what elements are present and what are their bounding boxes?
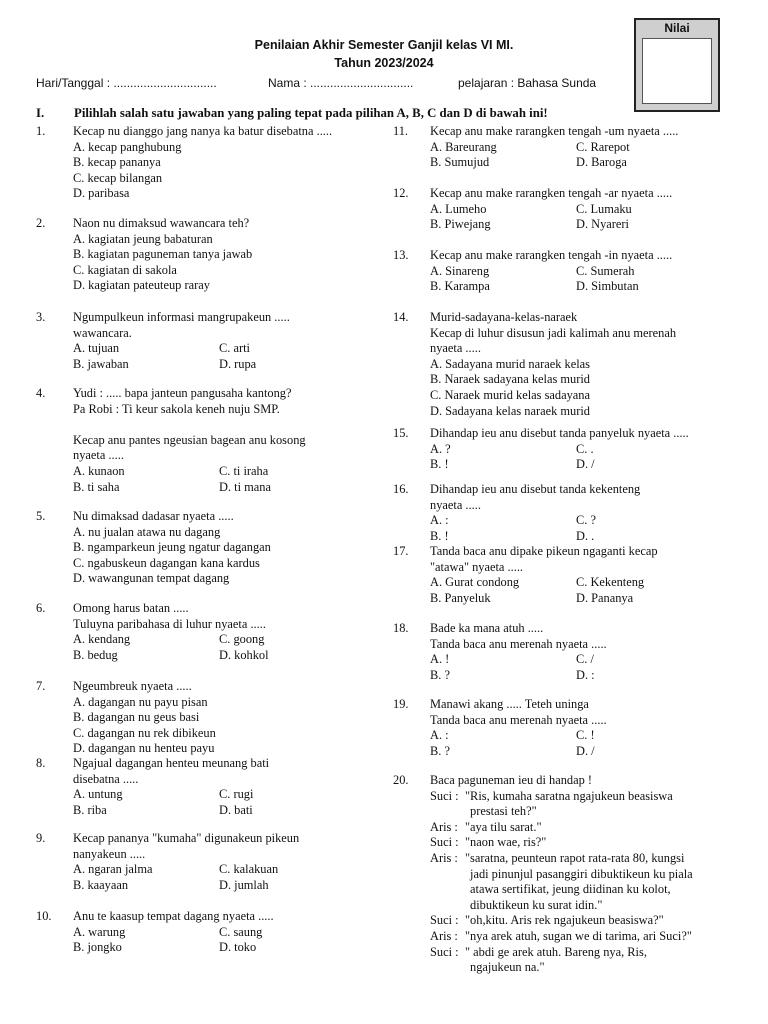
- dialogue-text: "saratna, peunteun rapot rata-rata 80, kungsi: [465, 850, 685, 865]
- answer-row: [430, 575, 658, 591]
- answer-option[interactable]: C. kagiatan di sakola: [73, 262, 177, 277]
- question-body: [73, 831, 299, 893]
- question-text: Dihandap ieu anu disebut tanda kekenteng: [430, 482, 641, 496]
- question-body: [430, 426, 689, 473]
- question-text: disebatna .....: [73, 771, 139, 786]
- answer-row: [73, 787, 269, 803]
- dialogue-text: "oh,kitu. Aris rek ngajukeun beasiswa?": [465, 913, 664, 928]
- answer-row: [73, 647, 269, 664]
- question-text: Ngeumbreuk nyaeta .....: [73, 679, 192, 693]
- answer-row: [430, 668, 607, 684]
- answer-row: [430, 744, 607, 760]
- answer-option[interactable]: C. ?: [576, 513, 596, 528]
- answer-option[interactable]: A. ?: [430, 441, 451, 456]
- answer-option[interactable]: B. ?: [430, 667, 450, 682]
- answer-option[interactable]: C. Rarepot: [576, 139, 630, 154]
- answer-row: [430, 388, 676, 404]
- answer-option[interactable]: A. warung: [73, 924, 126, 939]
- answer-option[interactable]: B. dagangan nu geus basi: [73, 710, 200, 725]
- question-text: Murid-sadayana-kelas-naraek: [430, 310, 578, 324]
- question-body: [73, 909, 274, 956]
- question-text: Tuluyna paribahasa di luhur nyaeta .....: [73, 616, 266, 631]
- question-number: 8.: [36, 756, 46, 770]
- question-number: 18.: [393, 621, 409, 635]
- answer-option[interactable]: B. !: [430, 457, 449, 472]
- answer-row: [73, 140, 332, 156]
- answer-option[interactable]: D. Simbutan: [576, 279, 639, 294]
- answer-option[interactable]: C. Naraek murid kelas sadayana: [430, 387, 590, 402]
- dialogue-text: "naon wae, ris?": [465, 835, 547, 850]
- question-number: 20.: [393, 773, 409, 787]
- question-text: Kecap di luhur disusun jadi kalimah anu merenah: [430, 325, 677, 340]
- answer-option[interactable]: D. :: [576, 667, 595, 682]
- dialogue-line: [430, 788, 673, 805]
- question-text: Kecap anu pantes ngeusian bagean anu kosong: [73, 432, 306, 447]
- answer-options: [430, 442, 689, 473]
- question-number: 15.: [393, 426, 409, 440]
- question-text: Kecap pananya "kumaha" digunakeun pikeun: [73, 831, 300, 845]
- answer-option[interactable]: C. Sumerah: [576, 263, 635, 278]
- answer-option[interactable]: A. kecap panghubung: [73, 139, 182, 154]
- answer-option[interactable]: B. Piwejang: [430, 217, 491, 232]
- question-body: [430, 482, 640, 544]
- answer-option[interactable]: B. ngamparkeun jeung ngatur dagangan: [73, 540, 271, 555]
- answer-row: [73, 155, 332, 171]
- answer-option[interactable]: C. Kekenteng: [576, 575, 645, 590]
- dialogue-line: [430, 928, 692, 945]
- answer-option[interactable]: B. !: [430, 528, 449, 543]
- question-text: Baca paguneman ieu di handap !: [430, 773, 593, 787]
- answer-row: [430, 404, 676, 420]
- question-text: Kecap anu make rarangken tengah -ar nyaeta .....: [430, 186, 673, 200]
- question-body: [430, 186, 672, 233]
- answer-row: [73, 525, 271, 541]
- question-text: Kecap anu make rarangken tengah -um nyaeta .....: [430, 124, 679, 138]
- answer-row: [73, 186, 332, 202]
- dialogue-line: [430, 804, 592, 820]
- answer-option[interactable]: A. !: [430, 652, 450, 667]
- answer-row: [73, 726, 216, 742]
- question-text: [73, 417, 306, 433]
- answer-option[interactable]: A. Sadayana murid naraek kelas: [430, 356, 590, 371]
- answer-row: [430, 217, 672, 233]
- answer-row: [73, 357, 290, 373]
- answer-option[interactable]: B. kecap pananya: [73, 155, 161, 170]
- question-text: Kecap nu dianggo jang nanya ka batur disebatna .....: [73, 124, 333, 138]
- question-number: 4.: [36, 386, 46, 400]
- answer-options: [73, 925, 274, 956]
- dialogue-text: "nya arek atuh, sugan we di tarima, ari Suci?": [465, 928, 692, 943]
- answer-row: [73, 925, 274, 941]
- answer-options: [73, 464, 306, 495]
- question-number: 13.: [393, 248, 409, 262]
- answer-options: [430, 728, 607, 759]
- dialogue-text: " abdi ge arek atuh. Bareng nya, Ris,: [465, 944, 647, 959]
- answer-options: [430, 575, 658, 606]
- answer-option[interactable]: B. jawaban: [73, 356, 129, 371]
- answer-option[interactable]: C. dagangan nu rek dibikeun: [73, 725, 216, 740]
- answer-option[interactable]: B. ti saha: [73, 479, 120, 494]
- answer-row: [430, 728, 607, 744]
- question-text: Yudi : ..... bapa janteun pangusaha kantong?: [73, 386, 292, 400]
- answer-option[interactable]: D. /: [576, 743, 595, 758]
- answer-options: [430, 140, 678, 171]
- dialogue-text: "aya tilu sarat.": [465, 819, 542, 834]
- dialogue-text: ngajukeun na.": [470, 960, 545, 975]
- question-text: Tanda baca anu dipake pikeun ngaganti kecap: [430, 544, 658, 558]
- question-text: Pa Robi : Ti keur sakola keneh nuju SMP.: [73, 401, 280, 416]
- answer-option[interactable]: B. kagiatan paguneman tanya jawab: [73, 247, 253, 262]
- question-text: Dihandap ieu anu disebut tanda panyeluk nyaeta .....: [430, 426, 689, 440]
- dialogue-line: [430, 882, 671, 898]
- question-body: [73, 216, 252, 294]
- question-body: [73, 124, 332, 202]
- answer-row: [73, 232, 252, 248]
- answer-option[interactable]: D. dagangan nu henteu payu: [73, 741, 215, 756]
- question-number: 10.: [36, 909, 52, 923]
- dialogue-speaker: Suci :: [430, 913, 459, 928]
- answer-option[interactable]: A. Sinareng: [430, 263, 490, 278]
- answer-option[interactable]: D. paribasa: [73, 186, 130, 201]
- question-text: Naon nu dimaksud wawancara teh?: [73, 216, 250, 230]
- answer-row: [430, 372, 676, 388]
- dialogue-speaker: Suci :: [430, 944, 459, 959]
- answer-options: [73, 140, 332, 202]
- answer-option[interactable]: D. jumlah: [219, 877, 269, 892]
- answer-row: [430, 264, 672, 280]
- dialogue-speaker: Aris :: [430, 928, 458, 943]
- answer-options: [73, 862, 299, 893]
- answer-row: [73, 540, 271, 556]
- question-text: Ngumpulkeun informasi mangrupakeun .....: [73, 310, 290, 324]
- question-text: Manawi akang ..... Teteh uninga: [430, 697, 589, 711]
- question-body: [73, 601, 269, 663]
- answer-row: [430, 457, 689, 473]
- answer-row: [73, 632, 266, 648]
- answer-option[interactable]: B. ?: [430, 743, 450, 758]
- dialogue-speaker: Suci :: [430, 788, 459, 803]
- answer-option[interactable]: D. kagiatan pateuteup raray: [73, 278, 210, 293]
- answer-options: [73, 695, 216, 757]
- question-text: Bade ka mana atuh .....: [430, 621, 544, 635]
- answer-option[interactable]: C. kalakuan: [219, 862, 279, 877]
- answer-option[interactable]: C. .: [576, 441, 594, 456]
- answer-option[interactable]: B. Panyeluk: [430, 590, 491, 605]
- answer-option[interactable]: D. .: [576, 528, 595, 543]
- answer-option[interactable]: A. untung: [73, 787, 123, 802]
- answer-option[interactable]: B. Karampa: [430, 279, 490, 294]
- dialogue-line: [430, 944, 647, 961]
- question-text: Nu dimaksad dadasar nyaeta .....: [73, 509, 234, 523]
- dialogue-line: [430, 913, 664, 929]
- question-number: 3.: [36, 310, 46, 324]
- question-text: nyaeta .....: [430, 341, 481, 356]
- question-number: 14.: [393, 310, 409, 324]
- answer-option[interactable]: A. :: [430, 513, 449, 528]
- question-body: [430, 544, 658, 606]
- dialogue-text: dibuktikeun ku surat idin.": [470, 897, 603, 912]
- answer-option[interactable]: A. Bareurang: [430, 139, 497, 154]
- answer-option[interactable]: B. riba: [73, 802, 107, 817]
- dialogue-speaker: Aris :: [430, 850, 458, 865]
- dialogue-text: prestasi teh?": [470, 804, 537, 819]
- answer-option[interactable]: B. bedug: [73, 647, 118, 662]
- answer-option[interactable]: A. ngaran jalma: [73, 862, 153, 877]
- question-number: 11.: [393, 124, 409, 138]
- dialogue-speaker: Aris :: [430, 819, 458, 834]
- question-text: Tanda baca anu merenah nyaeta .....: [430, 712, 607, 727]
- answer-row: [430, 442, 689, 458]
- name-field[interactable]: Nama : ...............................: [268, 76, 414, 90]
- answer-row: [73, 278, 252, 294]
- question-body: [73, 756, 269, 818]
- subject-field: pelajaran : Bahasa Sunda: [458, 76, 597, 90]
- answer-option[interactable]: D. Sadayana kelas naraek murid: [430, 403, 590, 418]
- answer-row: [430, 202, 672, 218]
- answer-row: [73, 247, 252, 263]
- dialogue-line: [430, 835, 592, 851]
- question-number: 19.: [393, 697, 409, 711]
- answer-options: [430, 652, 607, 683]
- answer-option[interactable]: C. arti: [219, 341, 250, 356]
- answer-option[interactable]: D. Baroga: [576, 155, 627, 170]
- question-number: 17.: [393, 544, 409, 558]
- answer-option[interactable]: D. toko: [219, 940, 257, 955]
- answer-row: [430, 140, 678, 156]
- answer-row: [430, 529, 640, 545]
- answer-option[interactable]: D. Pananya: [576, 590, 634, 605]
- answer-options: [430, 264, 672, 295]
- answer-option[interactable]: C. goong: [219, 632, 265, 647]
- answer-row: [73, 878, 299, 894]
- question-body: [73, 509, 271, 587]
- answer-option[interactable]: A. :: [430, 728, 449, 743]
- dialogue-speaker: Suci :: [430, 835, 459, 850]
- answer-option[interactable]: C. /: [576, 652, 594, 667]
- question-text: nyaeta .....: [430, 497, 481, 512]
- answer-option[interactable]: D. bati: [219, 802, 253, 817]
- question-body: [73, 679, 216, 757]
- question-number: 9.: [36, 831, 46, 845]
- answer-option[interactable]: C. !: [576, 728, 595, 743]
- score-field[interactable]: [642, 38, 712, 104]
- question-body: [430, 621, 607, 683]
- question-text: nyaeta .....: [73, 448, 124, 463]
- question-text: wawancara.: [73, 325, 132, 340]
- answer-options: [430, 202, 672, 233]
- score-label: Nilai: [664, 21, 690, 35]
- dialogue-line: [430, 850, 685, 867]
- question-number: 2.: [36, 216, 46, 230]
- question-text: Anu te kaasup tempat dagang nyaeta .....: [73, 909, 274, 923]
- question-text: nanyakeun .....: [73, 846, 146, 861]
- answer-row: [73, 263, 252, 279]
- question-text: Tanda baca anu merenah nyaeta .....: [430, 636, 607, 651]
- section-number: I.: [36, 106, 45, 120]
- answer-option[interactable]: A. Lumeho: [430, 201, 487, 216]
- answer-row: [73, 556, 271, 572]
- answer-row: [430, 279, 672, 295]
- question-text: Omong harus batan .....: [73, 601, 189, 615]
- question-body: [430, 697, 607, 759]
- answer-row: [73, 571, 271, 587]
- answer-row: [73, 341, 290, 357]
- answer-row: [73, 862, 299, 878]
- answer-option[interactable]: D. Nyareri: [576, 217, 629, 232]
- section-text: Pilihlah salah satu jawaban yang paling tepat pada pilihan A, B, C dan D di bawah ini!: [74, 106, 548, 120]
- answer-options: [73, 525, 271, 587]
- dialogue-line: [430, 960, 592, 976]
- answer-option[interactable]: B. kaayaan: [73, 877, 129, 892]
- answer-row: [73, 710, 216, 726]
- question-body: [430, 124, 678, 171]
- answer-option[interactable]: C. saung: [219, 924, 263, 939]
- dialogue-text: atawa sertifikat, jeung diidinan ku kolot,: [470, 882, 671, 897]
- answer-options: [430, 513, 640, 544]
- question-text: "atawa" nyaeta .....: [430, 559, 524, 574]
- answer-option[interactable]: D. wawangunan tempat dagang: [73, 571, 230, 586]
- question-text: Ngajual dagangan henteu meunang bati: [73, 756, 270, 770]
- answer-option[interactable]: D. kohkol: [219, 647, 269, 662]
- answer-option[interactable]: A. kendang: [73, 632, 131, 647]
- question-number: 7.: [36, 679, 46, 693]
- exam-year: Tahun 2023/2024: [334, 56, 434, 70]
- dialogue: [430, 788, 693, 976]
- answer-option[interactable]: B. Naraek sadayana kelas murid: [430, 372, 590, 387]
- answer-option[interactable]: D. ti mana: [219, 479, 271, 494]
- answer-row: [73, 480, 306, 496]
- answer-option[interactable]: C. kecap bilangan: [73, 170, 163, 185]
- answer-row: [73, 171, 332, 187]
- answer-option[interactable]: A. kagiatan jeung babaturan: [73, 231, 213, 246]
- question-number: 1.: [36, 124, 46, 138]
- answer-option[interactable]: C. rugi: [219, 787, 254, 802]
- question-number: 5.: [36, 509, 46, 523]
- question-body: [430, 773, 693, 976]
- question-body: [430, 248, 672, 295]
- answer-option[interactable]: D. /: [576, 457, 595, 472]
- answer-options: [73, 632, 269, 663]
- answer-options: [73, 787, 269, 818]
- answer-option[interactable]: B. jongko: [73, 940, 122, 955]
- answer-row: [430, 357, 676, 373]
- dialogue-line: [430, 897, 603, 914]
- answer-row: [73, 940, 274, 956]
- question-body: [430, 310, 676, 419]
- answer-option[interactable]: B. Sumujud: [430, 155, 490, 170]
- dialogue-line: [430, 820, 592, 836]
- question-number: 12.: [393, 186, 409, 200]
- answer-option[interactable]: C. Lumaku: [576, 201, 632, 216]
- question-number: 6.: [36, 601, 46, 615]
- date-field[interactable]: Hari/Tanggal : ...............................: [36, 76, 217, 90]
- dialogue-text: "Ris, kumaha saratna ngajukeun beasiswa: [465, 788, 673, 803]
- answer-row: [73, 803, 269, 819]
- question-number: 16.: [393, 482, 409, 496]
- answer-row: [430, 155, 678, 171]
- answer-option[interactable]: A. dagangan nu payu pisan: [73, 694, 208, 709]
- dialogue-line: [430, 866, 693, 883]
- answer-option[interactable]: A. tujuan: [73, 341, 120, 356]
- answer-option[interactable]: A. nu jualan atawa nu dagang: [73, 524, 221, 539]
- answer-row: [73, 695, 216, 711]
- answer-row: [430, 591, 658, 607]
- answer-row: [430, 513, 640, 529]
- answer-row: [73, 741, 216, 757]
- answer-options: [73, 341, 290, 372]
- answer-options: [430, 357, 676, 419]
- dialogue-text: jadi pinunjul pasanggiri dibuktikeun ku piala: [470, 866, 693, 881]
- exam-title: Penilaian Akhir Semester Ganjil kelas VI MI.: [254, 38, 514, 52]
- answer-option[interactable]: C. ngabuskeun dagangan kana kardus: [73, 555, 260, 570]
- answer-option[interactable]: A. kunaon: [73, 463, 125, 478]
- question-body: [73, 310, 290, 372]
- answer-option[interactable]: C. ti iraha: [219, 463, 269, 478]
- answer-options: [73, 232, 252, 294]
- answer-row: [430, 652, 607, 668]
- answer-option[interactable]: D. rupa: [219, 356, 257, 371]
- question-text: Kecap anu make rarangken tengah -in nyaeta .....: [430, 248, 673, 262]
- question-body: [73, 386, 306, 495]
- answer-row: [73, 464, 306, 480]
- answer-option[interactable]: A. Gurat condong: [430, 575, 520, 590]
